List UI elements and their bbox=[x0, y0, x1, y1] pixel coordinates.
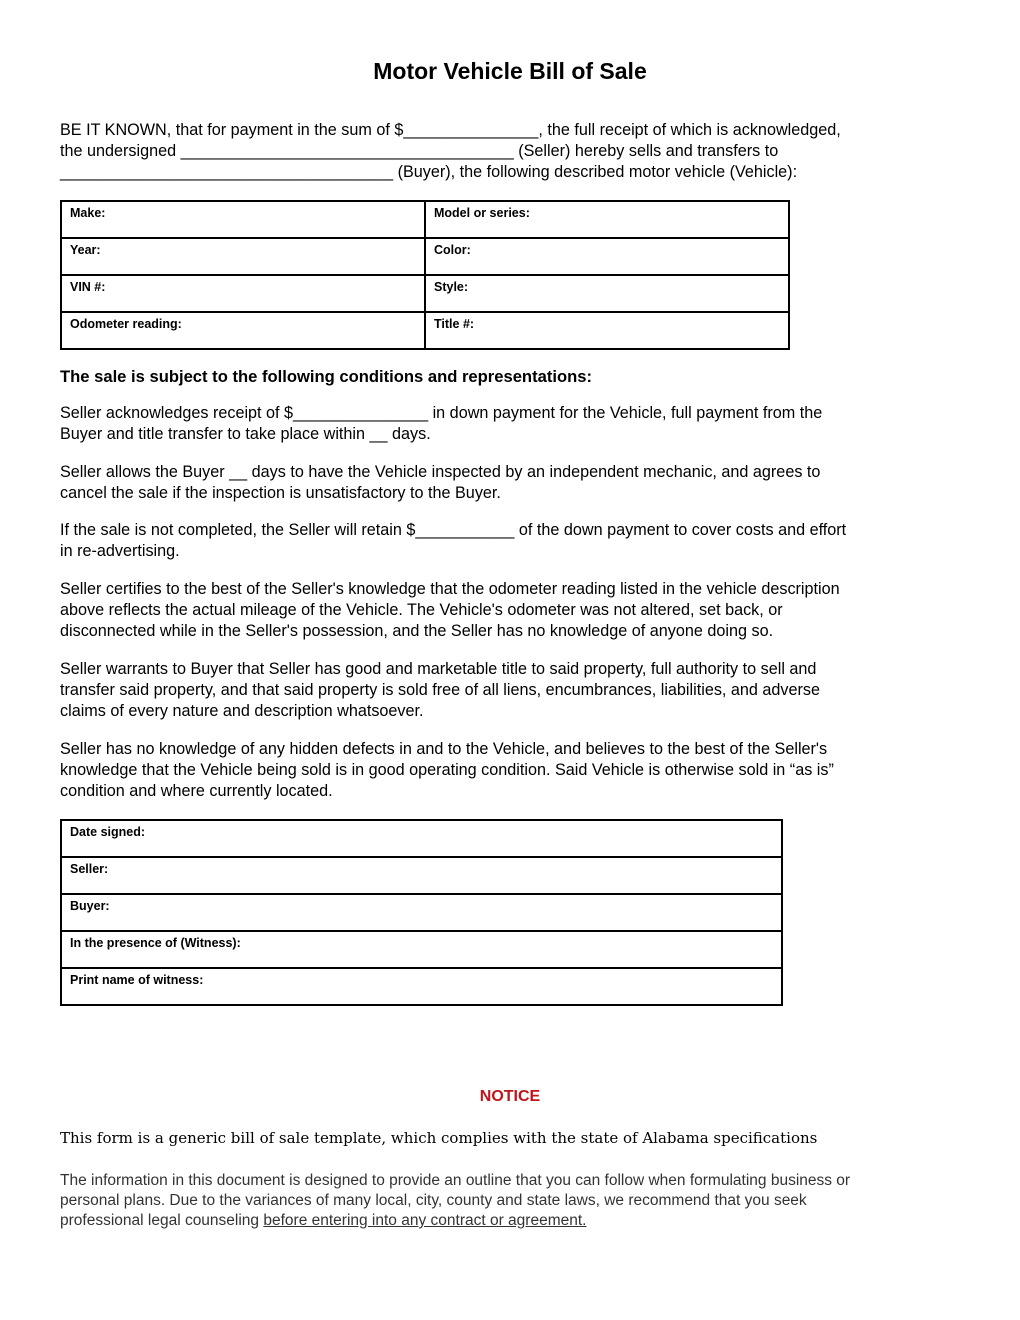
odometer-field[interactable]: Odometer reading: bbox=[61, 312, 425, 349]
make-field[interactable]: Make: bbox=[61, 201, 425, 238]
signature-table bbox=[60, 819, 783, 1006]
condition-line: disconnected while in the Seller's possession, and the Seller has no knowledge of anyone doing so. bbox=[60, 622, 774, 640]
disclaimer-text: professional legal counseling bbox=[60, 1212, 264, 1229]
table-row bbox=[61, 238, 789, 275]
table-row bbox=[61, 968, 782, 1005]
intro-line: the undersigned _____________________________________ (Seller) hereby sells and transfers to bbox=[60, 142, 779, 160]
intro-paragraph bbox=[60, 120, 960, 183]
table-row bbox=[61, 275, 789, 312]
condition-paragraph bbox=[60, 403, 960, 445]
table-row bbox=[61, 820, 782, 857]
style-field[interactable]: Style: bbox=[425, 275, 789, 312]
condition-line: knowledge that the Vehicle being sold is in good operating condition. Said Vehicle is otherwise sold in “as is” bbox=[60, 761, 834, 779]
condition-line: in re-advertising. bbox=[60, 542, 180, 560]
condition-line: Seller certifies to the best of the Seller's knowledge that the odometer reading listed in the vehicle description bbox=[60, 580, 840, 598]
condition-line: Buyer and title transfer to take place within __ days. bbox=[60, 425, 431, 443]
condition-line: Seller allows the Buyer __ days to have the Vehicle inspected by an independent mechanic, and agrees to bbox=[60, 463, 821, 481]
condition-line: Seller has no knowledge of any hidden defects in and to the Vehicle, and believes to the best of the Seller's bbox=[60, 740, 828, 758]
disclaimer-line bbox=[60, 1211, 960, 1231]
disclaimer-line: The information in this document is designed to provide an outline that you can follow when formulating business or bbox=[60, 1172, 851, 1189]
condition-line: If the sale is not completed, the Seller will retain $___________ of the down payment to cover costs and effort bbox=[60, 521, 847, 539]
model-field[interactable]: Model or series: bbox=[425, 201, 789, 238]
table-row bbox=[61, 894, 782, 931]
condition-line: above reflects the actual mileage of the Vehicle. The Vehicle's odometer was not altered, set back, or bbox=[60, 601, 783, 619]
condition-paragraph bbox=[60, 739, 960, 802]
intro-line: _____________________________________ (Buyer), the following described motor vehicle (Vehicle): bbox=[60, 163, 798, 181]
table-row bbox=[61, 201, 789, 238]
condition-line: Seller warrants to Buyer that Seller has good and marketable title to said property, full authority to sell and bbox=[60, 660, 817, 678]
condition-line: condition and where currently located. bbox=[60, 782, 333, 800]
seller-signature-field[interactable]: Seller: bbox=[61, 857, 782, 894]
document-title: Motor Vehicle Bill of Sale bbox=[373, 58, 647, 84]
condition-paragraph bbox=[60, 579, 960, 642]
witness-signature-field[interactable]: In the presence of (Witness): bbox=[61, 931, 782, 968]
condition-line: transfer said property, and that said property is sold free of all liens, encumbrances, liabilities, and adverse bbox=[60, 681, 821, 699]
table-row bbox=[61, 931, 782, 968]
title-number-field[interactable]: Title #: bbox=[425, 312, 789, 349]
vin-field[interactable]: VIN #: bbox=[61, 275, 425, 312]
condition-line: Seller acknowledges receipt of $_______________ in down payment for the Vehicle, full payment from the bbox=[60, 404, 823, 422]
witness-name-field[interactable]: Print name of witness: bbox=[61, 968, 782, 1005]
disclaimer-line: personal plans. Due to the variances of many local, city, county and state laws, we recommend that you seek bbox=[60, 1192, 807, 1209]
condition-paragraph bbox=[60, 462, 960, 504]
condition-paragraph bbox=[60, 659, 960, 722]
table-row bbox=[61, 857, 782, 894]
date-signed-field[interactable]: Date signed: bbox=[61, 820, 782, 857]
intro-line: BE IT KNOWN, that for payment in the sum of $_______________, the full receipt of which is acknowledged, bbox=[60, 121, 841, 139]
notice-heading: NOTICE bbox=[479, 1088, 541, 1105]
table-row bbox=[61, 312, 789, 349]
vehicle-details-table bbox=[60, 200, 790, 350]
disclaimer-paragraph bbox=[60, 1171, 960, 1231]
generic-template-note: This form is a generic bill of sale template, which complies with the state of Alabama specifications bbox=[60, 1129, 818, 1147]
conditions-heading: The sale is subject to the following conditions and representations: bbox=[60, 367, 592, 386]
color-field[interactable]: Color: bbox=[425, 238, 789, 275]
condition-line: claims of every nature and description whatsoever. bbox=[60, 702, 424, 720]
condition-line: cancel the sale if the inspection is unsatisfactory to the Buyer. bbox=[60, 484, 501, 502]
year-field[interactable]: Year: bbox=[61, 238, 425, 275]
buyer-signature-field[interactable]: Buyer: bbox=[61, 894, 782, 931]
disclaimer-underlined-text: before entering into any contract or agreement. bbox=[263, 1212, 587, 1229]
condition-paragraph bbox=[60, 520, 960, 562]
